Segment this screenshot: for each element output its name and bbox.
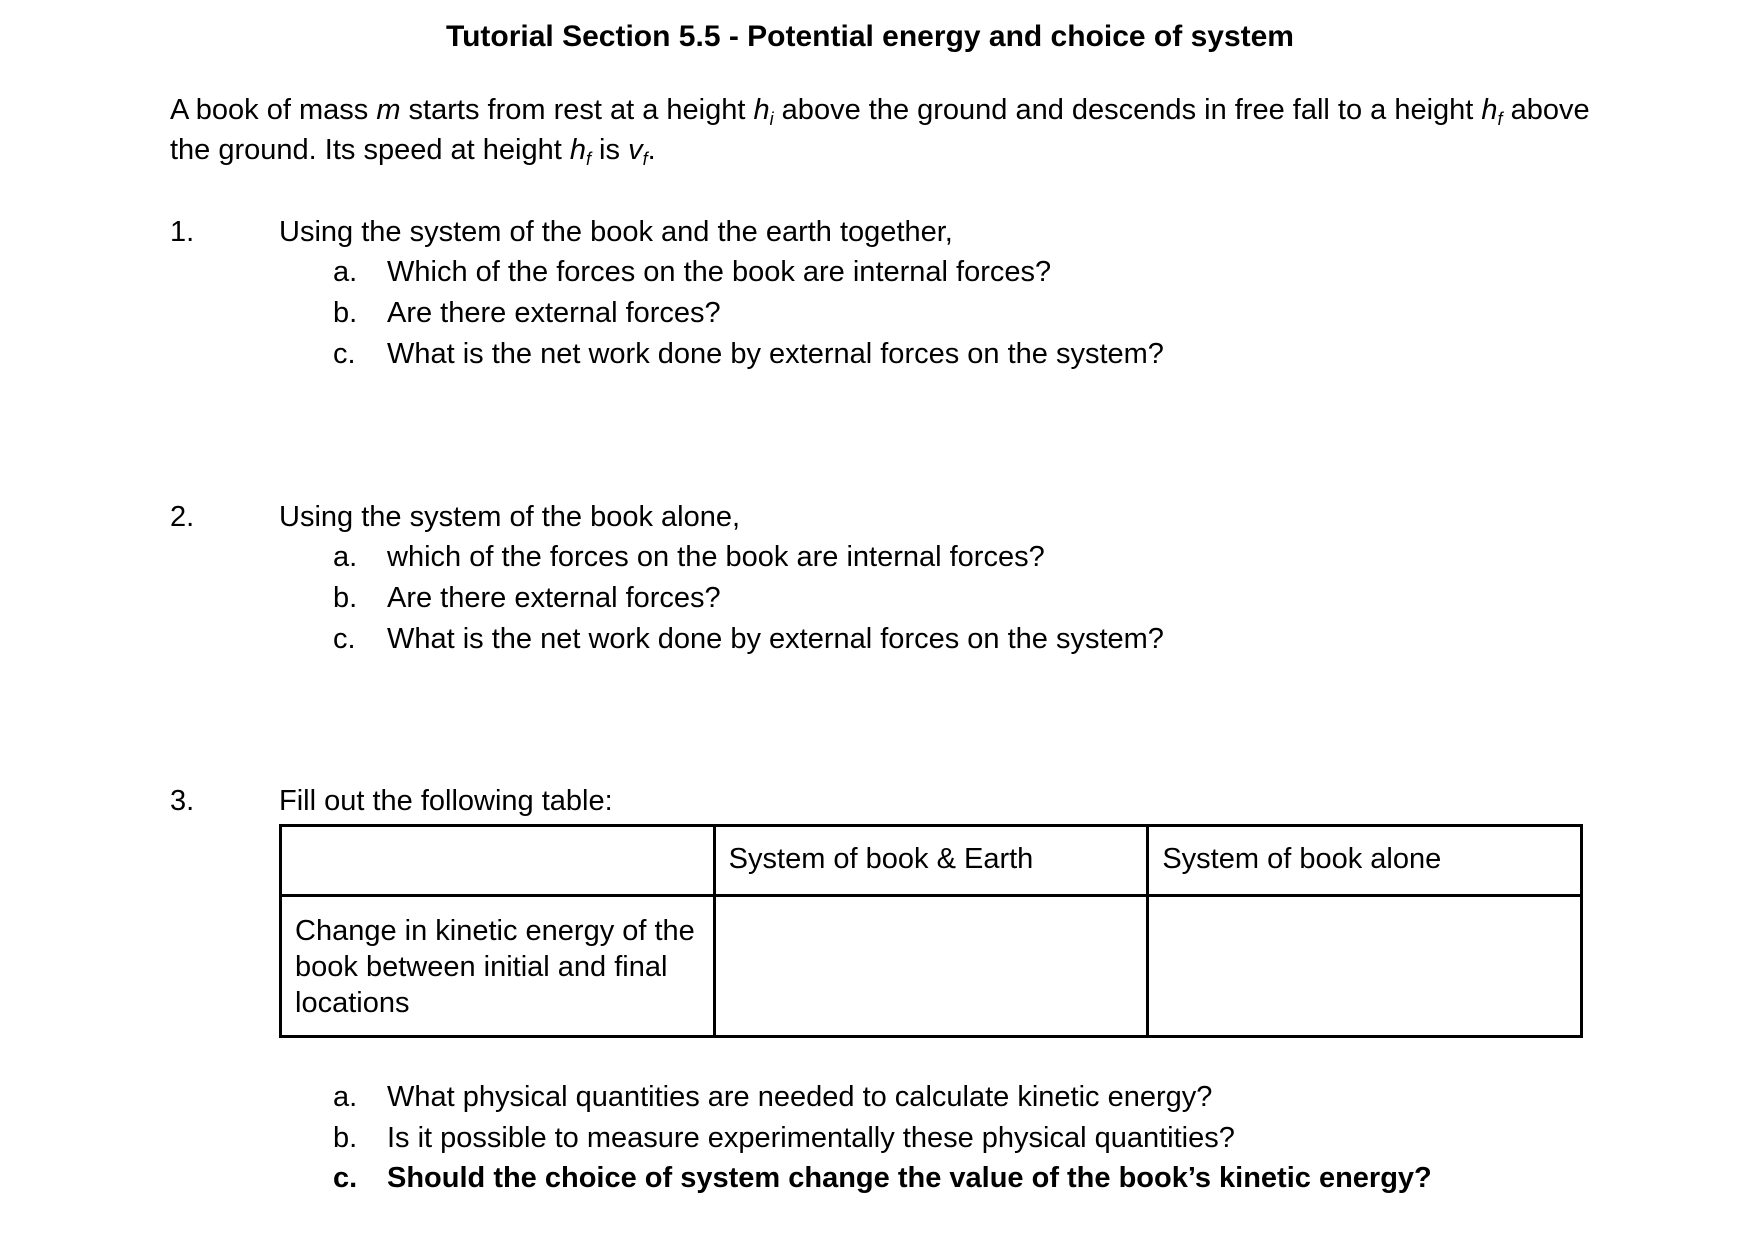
table-answer-cell[interactable] [1148, 896, 1582, 1037]
page-title: Tutorial Section 5.5 - Potential energy and choice of system [446, 20, 1294, 53]
question-3-text: Fill out the following table: [279, 785, 613, 817]
table-answer-cell[interactable] [714, 896, 1148, 1037]
question-2c: c. What is the net work done by external forces on the system? [333, 623, 1164, 655]
question-2-text: Using the system of the book alone, [279, 501, 741, 533]
question-1-text: Using the system of the book and the earth together, [279, 216, 953, 248]
intro-paragraph: A book of mass m starts from rest at a height $h_i$ above the ground and descends in free fall to a height $h_f$ above the ground. Its speed at height $h_f$ is $v_f$. [170, 94, 1590, 169]
kinetic-energy-table [279, 824, 1583, 1038]
question-3-number: 3. [170, 785, 195, 817]
question-1b: b. Are there external forces? [333, 297, 721, 329]
question-3a: a. What physical quantities are needed to calculate kinetic energy? [333, 1081, 1213, 1113]
table-row [281, 896, 1582, 1037]
table-header-cell: System of book & Earth [714, 826, 1148, 896]
question-1-number: 1. [170, 216, 195, 248]
table-header-cell [281, 826, 715, 896]
question-1c: c. What is the net work done by external forces on the system? [333, 338, 1164, 370]
question-2b: b. Are there external forces? [333, 582, 721, 614]
question-2-number: 2. [170, 501, 195, 533]
table-header-row [281, 826, 1582, 896]
question-2a: a. which of the forces on the book are internal forces? [333, 541, 1045, 573]
question-3c: c. Should the choice of system change the value of the book’s kinetic energy? [333, 1162, 1432, 1194]
table-header-cell: System of book alone [1148, 826, 1582, 896]
table-row-label: Change in kinetic energy of the book between initial and final locations [281, 896, 715, 1037]
question-3b: b. Is it possible to measure experimentally these physical quantities? [333, 1122, 1235, 1154]
question-1a: a. Which of the forces on the book are internal forces? [333, 256, 1052, 288]
